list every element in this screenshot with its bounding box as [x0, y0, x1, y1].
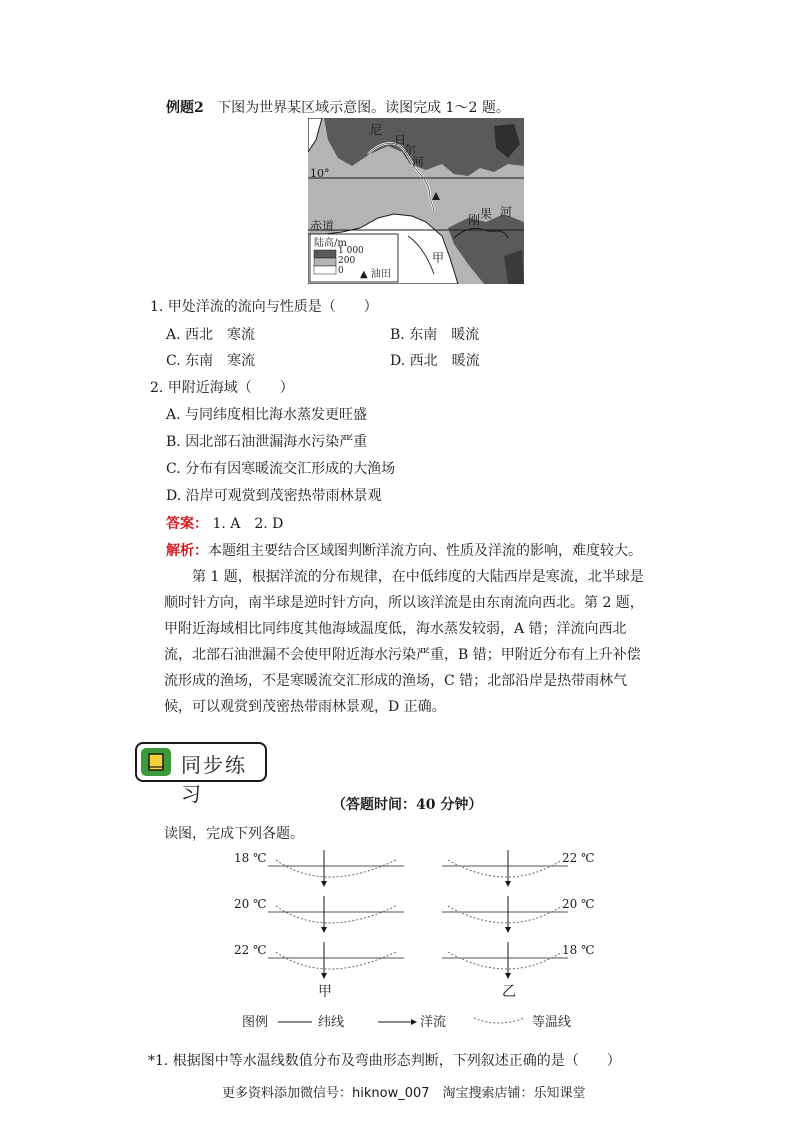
example-header [166, 97, 510, 117]
analysis-line [166, 540, 642, 560]
answer-line [166, 513, 283, 533]
legend-1000: 1 000 [338, 246, 364, 256]
right-panel [442, 850, 568, 976]
analysis-intro: 本题组主要结合区域图判断洋流方向、性质及洋流的影响，难度较大。 [208, 543, 642, 559]
right-temp-1: 22 ℃ [562, 851, 595, 865]
next-question: *1. 根据图中等水温线数值分布及弯曲形态判断，下列叙述正确的是（ ） [148, 1053, 621, 1069]
left-panel [268, 850, 404, 976]
legend-0: 0 [338, 266, 344, 276]
right-panel-label: 乙 [502, 984, 516, 1000]
equator-label: 赤道 [310, 219, 335, 233]
river-niger-char-1: 尼 [370, 123, 383, 137]
q2-stem: 2. 甲附近海域（ ） [150, 380, 294, 396]
book-icon [141, 748, 171, 776]
right-temp-3: 18 ℃ [562, 943, 595, 957]
figure-legend-isotherm: 等温线 [532, 1015, 572, 1030]
region-map [308, 118, 524, 284]
river-congo-char-2: 河 [500, 205, 513, 219]
q1-option-b: B. 东南 暖流 [390, 327, 480, 343]
lat-10-label: 10° [310, 167, 330, 180]
left-temp-2: 20 ℃ [234, 897, 267, 911]
left-panel-label: 甲 [318, 984, 332, 1000]
answer-label: 答案： [166, 516, 208, 532]
isotherm-figure [228, 842, 604, 1032]
q1-option-d: D. 西北 暖流 [390, 353, 480, 369]
legend-isotherm-line [474, 1018, 524, 1023]
river-congo-char-1: 果 [480, 207, 493, 221]
q2-option-d: D. 沿岸可观赏到茂密热带雨林景观 [166, 488, 382, 504]
example-prompt: 下图为世界某区域示意图。读图完成 1～2 题。 [217, 100, 510, 116]
river-niger-char-4: 河 [412, 155, 425, 169]
legend-oil: ▲ 油田 [360, 269, 391, 280]
answer-text: 1. A 2. D [212, 516, 284, 532]
left-temp-3: 22 ℃ [234, 943, 267, 957]
q1-option-c: C. 东南 寒流 [166, 353, 256, 369]
figure-legend-current: 洋流 [420, 1015, 447, 1030]
jia-label: 甲 [432, 251, 445, 265]
figure-legend-latitude: 纬线 [318, 1015, 345, 1030]
q1-stem: 1. 甲处洋流的流向与性质是（ ） [150, 299, 378, 315]
river-congo-char-0: 刚 [468, 213, 481, 227]
instruction: 读图，完成下列各题。 [164, 826, 304, 842]
q2-option-b: B. 因北部石油泄漏海水污染严重 [166, 434, 368, 450]
left-temp-1: 18 ℃ [234, 851, 267, 865]
timing: （答题时间：40 分钟） [332, 797, 483, 813]
footer-note: 更多资料添加微信号：hiknow_007 淘宝搜索店铺：乐知课堂 [222, 1086, 586, 1101]
legend-200: 200 [338, 256, 356, 266]
analysis-body: 第 1 题，根据洋流的分布规律，在中低纬度的大陆西岸是寒流，北半球是顺时针方向，南半球是逆时针方向，所以该洋流是由东南流向西北。第 2 题，甲附近海域相比同纬度其他海域温度低，海水蒸发较弱，A 错；洋流向西北流，北部石油泄漏不会使甲附近海水污染严重，B 错；甲附近分布有上升补偿流形成的渔场，不是寒暖流交汇形成的渔场，C 错；北部沿岸是热带雨林气候，可以观赏到茂密热带雨林景观，D 正确。 [164, 569, 644, 715]
q1-option-a: A. 西北 寒流 [166, 327, 256, 343]
example-label: 例题2 [166, 100, 204, 116]
section-header [135, 742, 267, 806]
river-niger-char-3: 尔 [404, 143, 417, 157]
right-temp-2: 20 ℃ [562, 897, 595, 911]
figure-legend-prefix: 图例 [242, 1015, 269, 1030]
q2-option-a: A. 与同纬度相比海水蒸发更旺盛 [166, 407, 368, 423]
analysis-label: 解析： [166, 543, 208, 559]
section-title: 同步练习 [181, 753, 247, 806]
legend-title: 陆高/m [314, 238, 347, 249]
river-niger-char-2: 日 [394, 133, 407, 147]
q2-option-c: C. 分布有因寒暖流交汇形成的大渔场 [166, 461, 396, 477]
